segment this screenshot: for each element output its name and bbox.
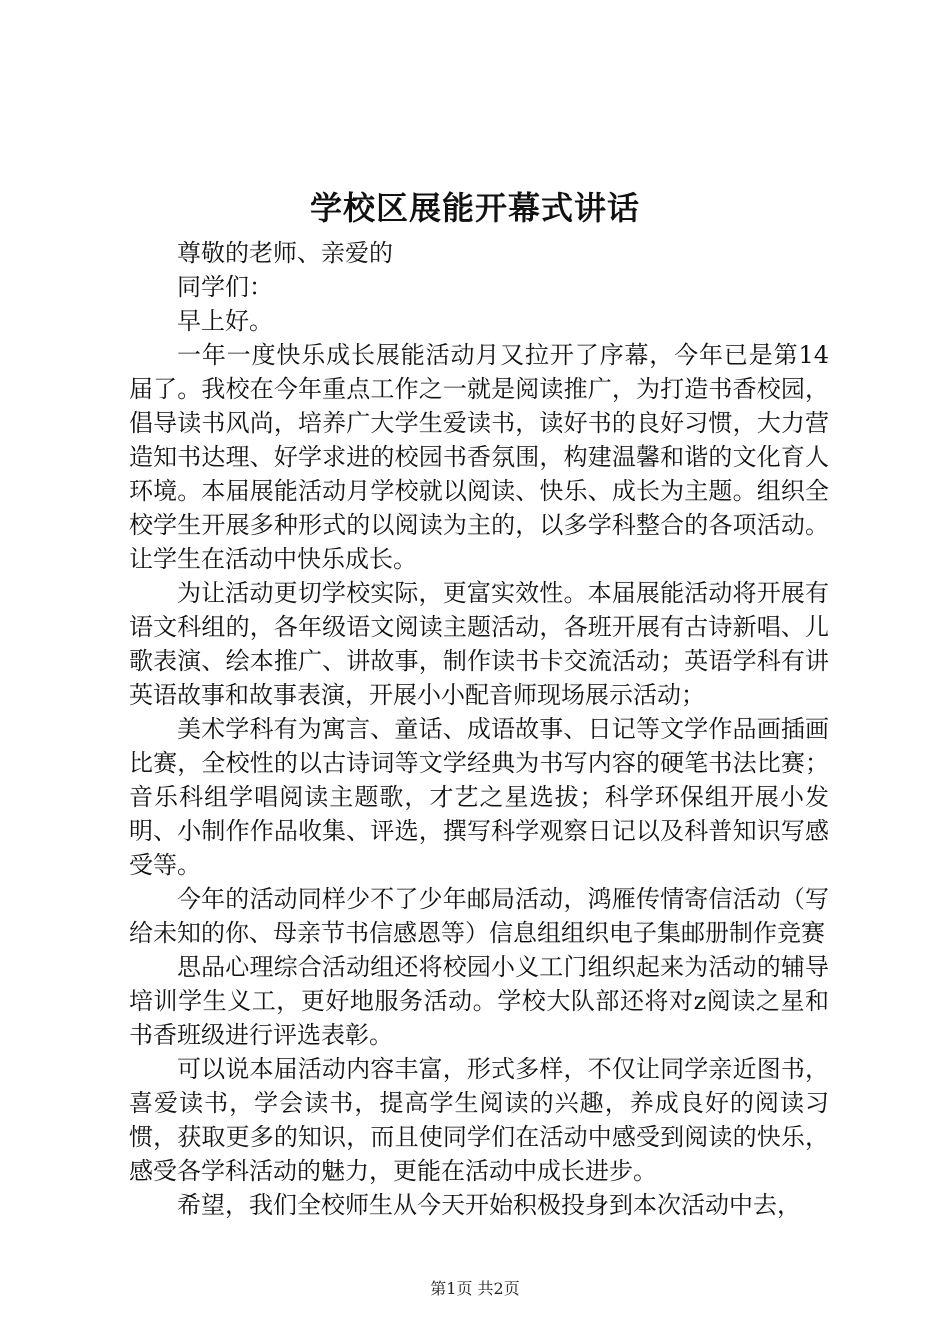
body-paragraph: 为让活动更切学校实际，更富实效性。本届展能活动将开展有语文科组的，各年级语文阅读主题活动，各班开展有古诗新唱、儿歌表演、绘本推广、讲故事，制作读书卡交流活动；英语学科有讲英语故事和故事表演，开展小小配音师现场展示活动；	[129, 579, 829, 709]
greeting-line: 尊敬的老师、亲爱的	[177, 239, 393, 267]
body-paragraph: 思品心理综合活动组还将校园小义工门组织起来为活动的辅导培训学生义工，更好地服务活动。学校大队部还将对z阅读之星和书香班级进行评选表彰。	[129, 953, 829, 1049]
body-paragraph: 希望，我们全校师生从今天开始积极投身到本次活动中去，	[177, 1191, 801, 1219]
speech-body	[129, 236, 829, 1222]
body-paragraph: 一年一度快乐成长展能活动月又拉开了序幕，今年已是第14届了。我校在今年重点工作之一就是阅读推广，为打造书香校园，倡导读书风尚，培养广大学生爱读书，读好书的良好习惯，大力营造知书达理、好学求进的校园书香氛围，构建温馨和谐的文化育人环境。本届展能活动月学校就以阅读、快乐、成长为主题。组织全校学生开展多种形式的以阅读为主的，以多学科整合的各项活动。让学生在活动中快乐成长。	[129, 341, 829, 573]
greeting-line: 同学们：	[177, 273, 273, 301]
page-title: 学校区展能开幕式讲话	[309, 189, 640, 227]
greeting-line: 早上好。	[177, 307, 273, 335]
body-paragraph: 可以说本届活动内容丰富，形式多样，不仅让同学亲近图书，喜爱读书，学会读书，提高学生阅读的兴趣，养成良好的阅读习惯，获取更多的知识，而且使同学们在活动中感受到阅读的快乐，感受各学科活动的魅力，更能在活动中成长进步。	[129, 1055, 829, 1185]
page-number-footer: 第1页 共2页	[430, 1279, 520, 1298]
body-paragraph: 今年的活动同样少不了少年邮局活动，鸿雁传情寄信活动（写给未知的你、母亲节书信感恩等）信息组组织电子集邮册制作竞赛	[129, 885, 829, 947]
body-paragraph: 美术学科有为寓言、童话、成语故事、日记等文学作品画插画比赛，全校性的以古诗词等文学经典为书写内容的硬笔书法比赛；音乐科组学唱阅读主题歌，才艺之星选拔；科学环保组开展小发明、小制作作品收集、评选，撰写科学观察日记以及科普知识写感受等。	[129, 715, 829, 879]
